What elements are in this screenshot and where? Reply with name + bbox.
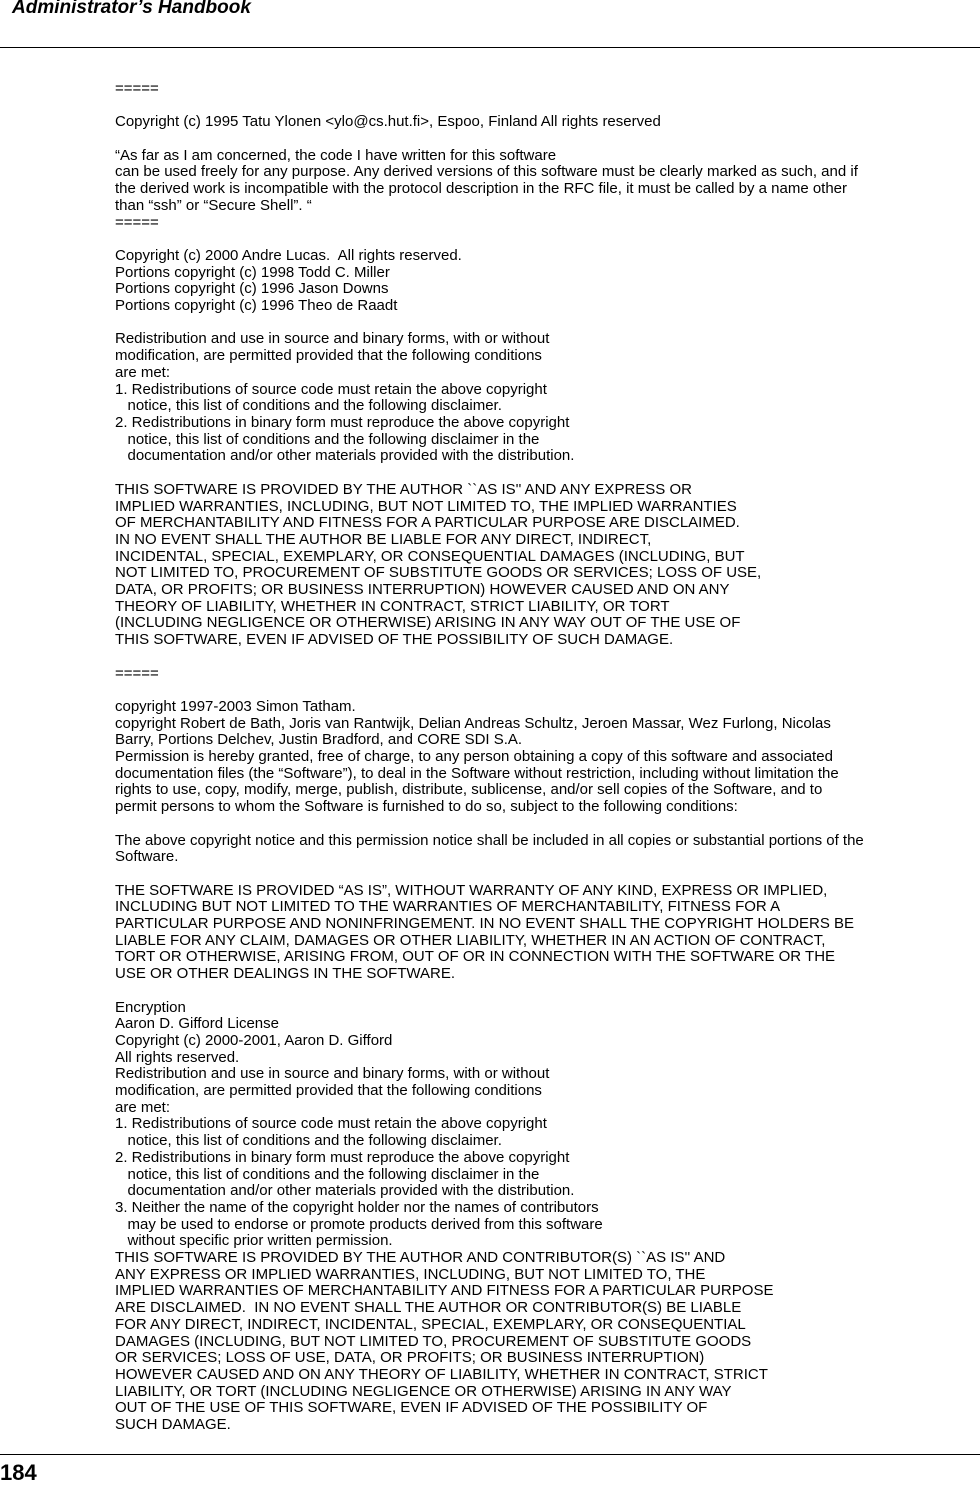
license-text-body — [115, 81, 955, 1434]
text-line: USE OR OTHER DEALINGS IN THE SOFTWARE. — [115, 965, 456, 983]
text-line: 1. Redistributions of source code must retain the above copyright — [115, 380, 547, 398]
text-line: notice, this list of conditions and the following disclaimer. — [115, 397, 502, 415]
text-line: SUCH DAMAGE. — [115, 1416, 231, 1434]
blank-line — [115, 131, 955, 148]
text-line: DATA, OR PROFITS; OR BUSINESS INTERRUPTION) HOWEVER CAUSED AND ON ANY — [115, 581, 730, 599]
text-line: can be used freely for any purpose. Any derived versions of this software must be clearly marked as such, and if — [115, 163, 858, 181]
blank-line — [115, 983, 955, 1000]
text-line: Copyright (c) 1995 Tatu Ylonen <ylo@cs.hut.fi>, Espoo, Finland All rights reserved — [115, 113, 661, 131]
text-line: ===== — [115, 80, 159, 97]
text-line: The above copyright notice and this permission notice shall be included in all copies or substantial portions of the — [115, 831, 864, 849]
text-line: the derived work is incompatible with the protocol description in the RFC file, it must be called by a name other — [115, 180, 848, 198]
text-line: THIS SOFTWARE IS PROVIDED BY THE AUTHOR AND CONTRIBUTOR(S) ``AS IS'' AND — [115, 1249, 726, 1267]
text-line: ANY EXPRESS OR IMPLIED WARRANTIES, INCLUDING, BUT NOT LIMITED TO, THE — [115, 1265, 706, 1283]
text-line: All rights reserved. — [115, 1048, 240, 1066]
text-line: notice, this list of conditions and the following disclaimer. — [115, 1132, 502, 1150]
text-line: TORT OR OTHERWISE, ARISING FROM, OUT OF OR IN CONNECTION WITH THE SOFTWARE OR THE — [115, 948, 836, 966]
text-line: Portions copyright (c) 1996 Jason Downs — [115, 280, 389, 298]
text-line: LIABLE FOR ANY CLAIM, DAMAGES OR OTHER LIABILITY, WHETHER IN AN ACTION OF CONTRACT, — [115, 931, 826, 949]
text-line: ===== — [115, 664, 159, 682]
text-line: ===== — [115, 213, 159, 231]
text-line: THE SOFTWARE IS PROVIDED “AS IS”, WITHOUT WARRANTY OF ANY KIND, EXPRESS OR IMPLIED, — [115, 881, 828, 899]
blank-line — [115, 682, 955, 699]
text-line: documentation and/or other materials provided with the distribution. — [115, 1182, 575, 1200]
blank-line — [115, 98, 955, 115]
blank-line — [115, 231, 955, 248]
text-line: PARTICULAR PURPOSE AND NONINFRINGEMENT. IN NO EVENT SHALL THE COPYRIGHT HOLDERS BE — [115, 915, 855, 933]
text-line: notice, this list of conditions and the following disclaimer in the — [115, 1165, 540, 1183]
text-line: OF MERCHANTABILITY AND FITNESS FOR A PARTICULAR PURPOSE ARE DISCLAIMED. — [115, 514, 740, 532]
text-line: ARE DISCLAIMED. IN NO EVENT SHALL THE AUTHOR OR CONTRIBUTOR(S) BE LIABLE — [115, 1299, 742, 1317]
blank-line — [115, 649, 955, 666]
text-line: are met: — [115, 1098, 171, 1116]
text-line: Redistribution and use in source and binary forms, with or without — [115, 330, 550, 348]
text-line: copyright Robert de Bath, Joris van Rantwijk, Delian Andreas Schultz, Jeroen Massar, Wez Furlong, Nicolas — [115, 714, 831, 732]
text-line: FOR ANY DIRECT, INDIRECT, INCIDENTAL, SPECIAL, EXEMPLARY, OR CONSEQUENTIAL — [115, 1315, 746, 1333]
text-line: Copyright (c) 2000-2001, Aaron D. Gifford — [115, 1031, 393, 1049]
text-line: DAMAGES (INCLUDING, BUT NOT LIMITED TO, PROCUREMENT OF SUBSTITUTE GOODS — [115, 1332, 752, 1350]
text-line: THIS SOFTWARE, EVEN IF ADVISED OF THE POSSIBILITY OF SUCH DAMAGE. — [115, 631, 674, 649]
text-line: 3. Neither the name of the copyright holder nor the names of contributors — [115, 1198, 599, 1216]
blank-line — [115, 816, 955, 833]
text-line: “As far as I am concerned, the code I have written for this software — [115, 146, 557, 164]
text-line: notice, this list of conditions and the following disclaimer in the — [115, 430, 540, 448]
text-line: IMPLIED WARRANTIES, INCLUDING, BUT NOT LIMITED TO, THE IMPLIED WARRANTIES — [115, 497, 737, 515]
text-line: IMPLIED WARRANTIES OF MERCHANTABILITY AND FITNESS FOR A PARTICULAR PURPOSE — [115, 1282, 774, 1300]
text-line: Portions copyright (c) 1998 Todd C. Miller — [115, 263, 390, 281]
text-line: OR SERVICES; LOSS OF USE, DATA, OR PROFITS; OR BUSINESS INTERRUPTION) — [115, 1349, 705, 1367]
text-line: 2. Redistributions in binary form must reproduce the above copyright — [115, 414, 570, 431]
text-line: OUT OF THE USE OF THIS SOFTWARE, EVEN IF ADVISED OF THE POSSIBILITY OF — [115, 1399, 708, 1417]
text-line: Copyright (c) 2000 Andre Lucas. All rights reserved. — [115, 246, 462, 264]
text-line: documentation files (the “Software”), to deal in the Software without restriction, including without limitation the — [115, 764, 839, 782]
text-line: Aaron D. Gifford License — [115, 1015, 279, 1033]
text-line: (INCLUDING NEGLIGENCE OR OTHERWISE) ARISING IN ANY WAY OUT OF THE USE OF — [115, 614, 741, 632]
text-line: copyright 1997-2003 Simon Tatham. — [115, 697, 356, 715]
blank-line — [115, 866, 955, 883]
text-line: permit persons to whom the Software is furnished to do so, subject to the following conditions: — [115, 798, 738, 816]
text-line: Encryption — [115, 998, 186, 1016]
text-line: 1. Redistributions of source code must retain the above copyright — [115, 1115, 547, 1133]
page-header — [0, 0, 980, 48]
text-line: modification, are permitted provided that the following conditions — [115, 1082, 542, 1100]
footer-divider — [0, 1454, 980, 1455]
blank-line — [115, 465, 955, 482]
text-line: INCLUDING BUT NOT LIMITED TO THE WARRANTIES OF MERCHANTABILITY, FITNESS FOR A — [115, 898, 781, 916]
text-line: Portions copyright (c) 1996 Theo de Raadt — [115, 297, 398, 315]
text-line: without specific prior written permission. — [115, 1232, 393, 1250]
text-line: modification, are permitted provided that the following conditions — [115, 347, 542, 365]
text-line: IN NO EVENT SHALL THE AUTHOR BE LIABLE FOR ANY DIRECT, INDIRECT, — [115, 530, 652, 548]
page-number: 184 — [0, 1460, 37, 1485]
text-line: THEORY OF LIABILITY, WHETHER IN CONTRACT, STRICT LIABILITY, OR TORT — [115, 597, 670, 615]
text-line: Barry, Portions Delchev, Justin Bradford, and CORE SDI S.A. — [115, 731, 523, 749]
text-line: are met: — [115, 363, 171, 381]
text-line: than “ssh” or “Secure Shell”. “ — [115, 196, 312, 214]
text-line: Software. — [115, 848, 179, 866]
blank-line — [115, 315, 955, 332]
text-line: INCIDENTAL, SPECIAL, EXEMPLARY, OR CONSEQUENTIAL DAMAGES (INCLUDING, BUT — [115, 547, 745, 565]
text-line: rights to use, copy, modify, merge, publish, distribute, sublicense, and/or sell copies of the Software, and to — [115, 781, 823, 799]
text-line: NOT LIMITED TO, PROCUREMENT OF SUBSTITUTE GOODS OR SERVICES; LOSS OF USE, — [115, 564, 762, 582]
text-line: HOWEVER CAUSED AND ON ANY THEORY OF LIABILITY, WHETHER IN CONTRACT, STRICT — [115, 1365, 768, 1383]
text-line: LIABILITY, OR TORT (INCLUDING NEGLIGENCE OR OTHERWISE) ARISING IN ANY WAY — [115, 1382, 732, 1400]
text-line: THIS SOFTWARE IS PROVIDED BY THE AUTHOR ``AS IS'' AND ANY EXPRESS OR — [115, 480, 692, 498]
text-line: Permission is hereby granted, free of charge, to any person obtaining a copy of this software and associated — [115, 748, 833, 766]
text-line: may be used to endorse or promote products derived from this software — [115, 1215, 603, 1233]
handbook-title: Administrator’s Handbook — [12, 0, 251, 18]
text-line: Redistribution and use in source and binary forms, with or without — [115, 1065, 550, 1083]
text-line: documentation and/or other materials provided with the distribution. — [115, 447, 575, 465]
text-line: 2. Redistributions in binary form must reproduce the above copyright — [115, 1148, 570, 1166]
